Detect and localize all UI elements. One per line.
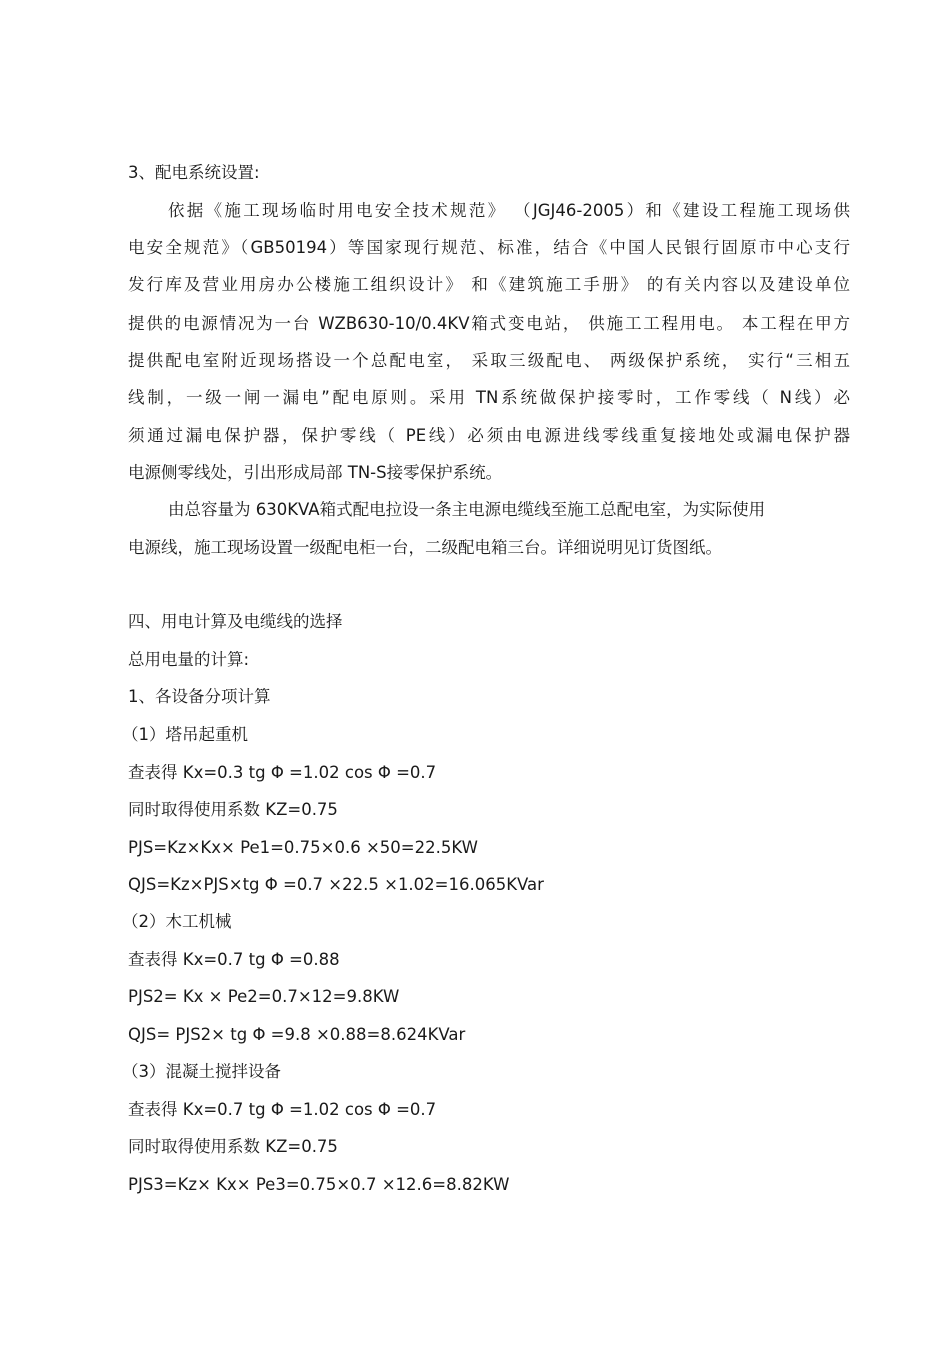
paragraph-line: 电安全规范》（GB50194）等国家现行规范、标准，结合《中国人民银行固原市中心支行 (128, 238, 850, 257)
formula-line: QJS= PJS2× tg Φ =9.8 ×0.88=8.624KVar (128, 1025, 466, 1044)
formula-line: 查表得 Kx=0.7 tg Φ =1.02 cos Φ =0.7 (128, 1100, 437, 1119)
formula-line: PJS2= Kx × Pe2=0.7×12=9.8KW (128, 987, 400, 1006)
formula-line: 同时取得使用系数 KZ=0.75 (128, 1137, 338, 1156)
paragraph-line: 提供配电室附近现场搭设一个总配电室， 采取三级配电、 两级保护系统， 实行“三相五 (128, 351, 850, 370)
paragraph-line: 线制，一级一闸一漏电”配电原则。采用 TN系统做保护接零时，工作零线（ N线）必 (128, 388, 850, 407)
paragraph-line: 须通过漏电保护器，保护零线（ PE线）必须由电源进线零线重复接地处或漏电保护器 (128, 426, 850, 445)
formula-line: PJS3=Kz× Kx× Pe3=0.75×0.7 ×12.6=8.82KW (128, 1175, 510, 1194)
paragraph-line: 提供的电源情况为一台 WZB630-10/0.4KV箱式变电站， 供施工工程用电。 本工程在甲方 (128, 314, 850, 333)
paragraph-line: 电源侧零线处，引出形成局部 TN-S接零保护系统。 (128, 463, 503, 482)
paragraph-line: 依据《施工现场临时用电安全技术规范》 （JGJ46-2005）和《建设工程施工现场供 (168, 201, 850, 220)
formula-line: QJS=Kz×PJS×tg Φ =0.7 ×22.5 ×1.02=16.065KVar (128, 875, 544, 894)
formula-line: 查表得 Kx=0.7 tg Φ =0.88 (128, 950, 340, 969)
item-heading: 1、各设备分项计算 (128, 687, 271, 706)
sub-heading: 总用电量的计算: (128, 650, 250, 669)
paragraph-line: 发行库及营业用房办公楼施工组织设计》 和《建筑施工手册》 的有关内容以及建设单位 (128, 275, 850, 294)
equipment-title: （2）木工机械 (122, 912, 232, 931)
section-heading: 四、用电计算及电缆线的选择 (128, 612, 343, 631)
section-heading: 3、配电系统设置: (128, 163, 260, 182)
equipment-title: （3）混凝土搅拌设备 (122, 1062, 281, 1081)
formula-line: 查表得 Kx=0.3 tg Φ =1.02 cos Φ =0.7 (128, 763, 437, 782)
paragraph-line: 由总容量为 630KVA箱式配电拉设一条主电源电缆线至施工总配电室，为实际使用 (168, 500, 766, 519)
paragraph-line: 电源线，施工现场设置一级配电柜一台，二级配电箱三台。详细说明见订货图纸。 (128, 538, 722, 557)
formula-line: 同时取得使用系数 KZ=0.75 (128, 800, 338, 819)
equipment-title: （1）塔吊起重机 (122, 725, 248, 744)
formula-line: PJS=Kz×Kx× Pe1=0.75×0.6 ×50=22.5KW (128, 838, 478, 857)
